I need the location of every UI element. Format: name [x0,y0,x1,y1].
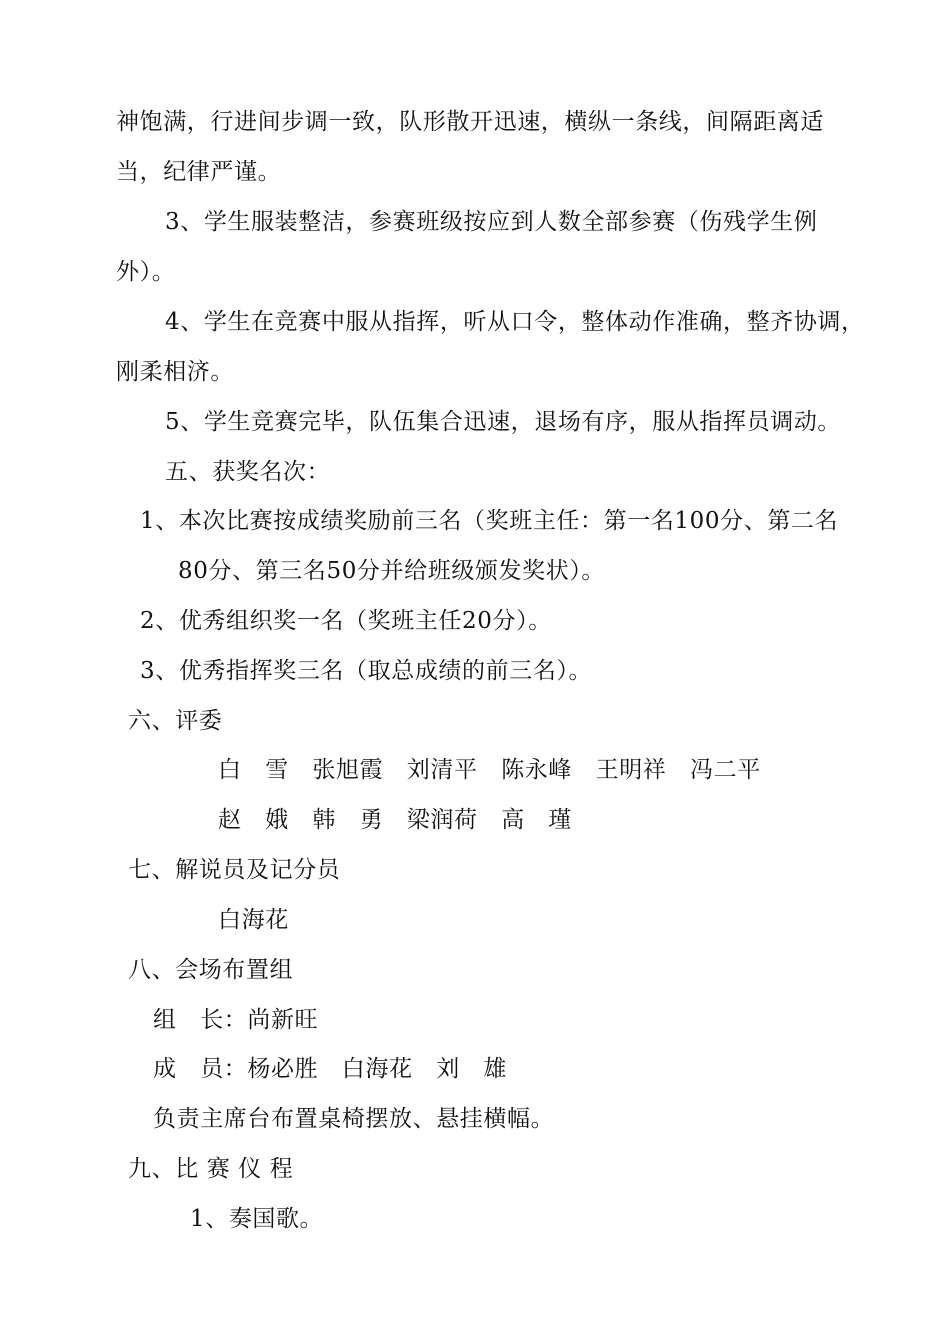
section-heading: 八、会场布置组 [128,957,294,983]
list-item: 2、优秀组织奖一名（奖班主任20分）。 [140,608,552,634]
name-line: 白海花 [218,907,289,933]
list-item-continuation: 80分、第三名50分并给班级颁发奖状）。 [178,558,606,584]
paragraph-line: 5、学生竞赛完毕，队伍集合迅速，退场有序，服从指挥员调动。 [165,409,842,435]
paragraph-line: 刚柔相济。 [116,359,234,385]
paragraph-line: 当，纪律严谨。 [116,159,282,185]
judges-row: 赵 娥 韩 勇 梁润荷 高 瑾 [218,807,572,833]
paragraph-line: 4、学生在竞赛中服从指挥，听从口令，整体动作准确，整齐协调， [165,309,865,335]
list-item: 1、本次比赛按成绩奖励前三名（奖班主任：第一名100分、第二名 [140,508,839,534]
members-line: 成 员：杨必胜 白海花 刘 雄 [153,1056,507,1082]
duty-line: 负责主席台布置桌椅摆放、悬挂横幅。 [153,1106,555,1132]
section-heading: 七、解说员及记分员 [128,857,341,883]
list-item: 3、优秀指挥奖三名（取总成绩的前三名）。 [140,658,593,684]
paragraph-line: 外）。 [116,259,176,285]
judges-row: 白 雪 张旭霞 刘清平 陈永峰 王明祥 冯二平 [218,757,761,783]
list-item: 1、奏国歌。 [190,1206,324,1232]
paragraph-line: 神饱满，行进间步调一致，队形散开迅速，横纵一条线，间隔距离适 [116,109,824,135]
section-heading: 六、评委 [128,708,223,734]
leader-line: 组 长：尚新旺 [153,1007,319,1033]
section-heading: 九、比 赛 仪 程 [128,1156,294,1182]
section-heading: 五、获奖名次： [165,459,331,485]
paragraph-line: 3、学生服装整洁，参赛班级按应到人数全部参赛（伤残学生例 [165,209,818,235]
